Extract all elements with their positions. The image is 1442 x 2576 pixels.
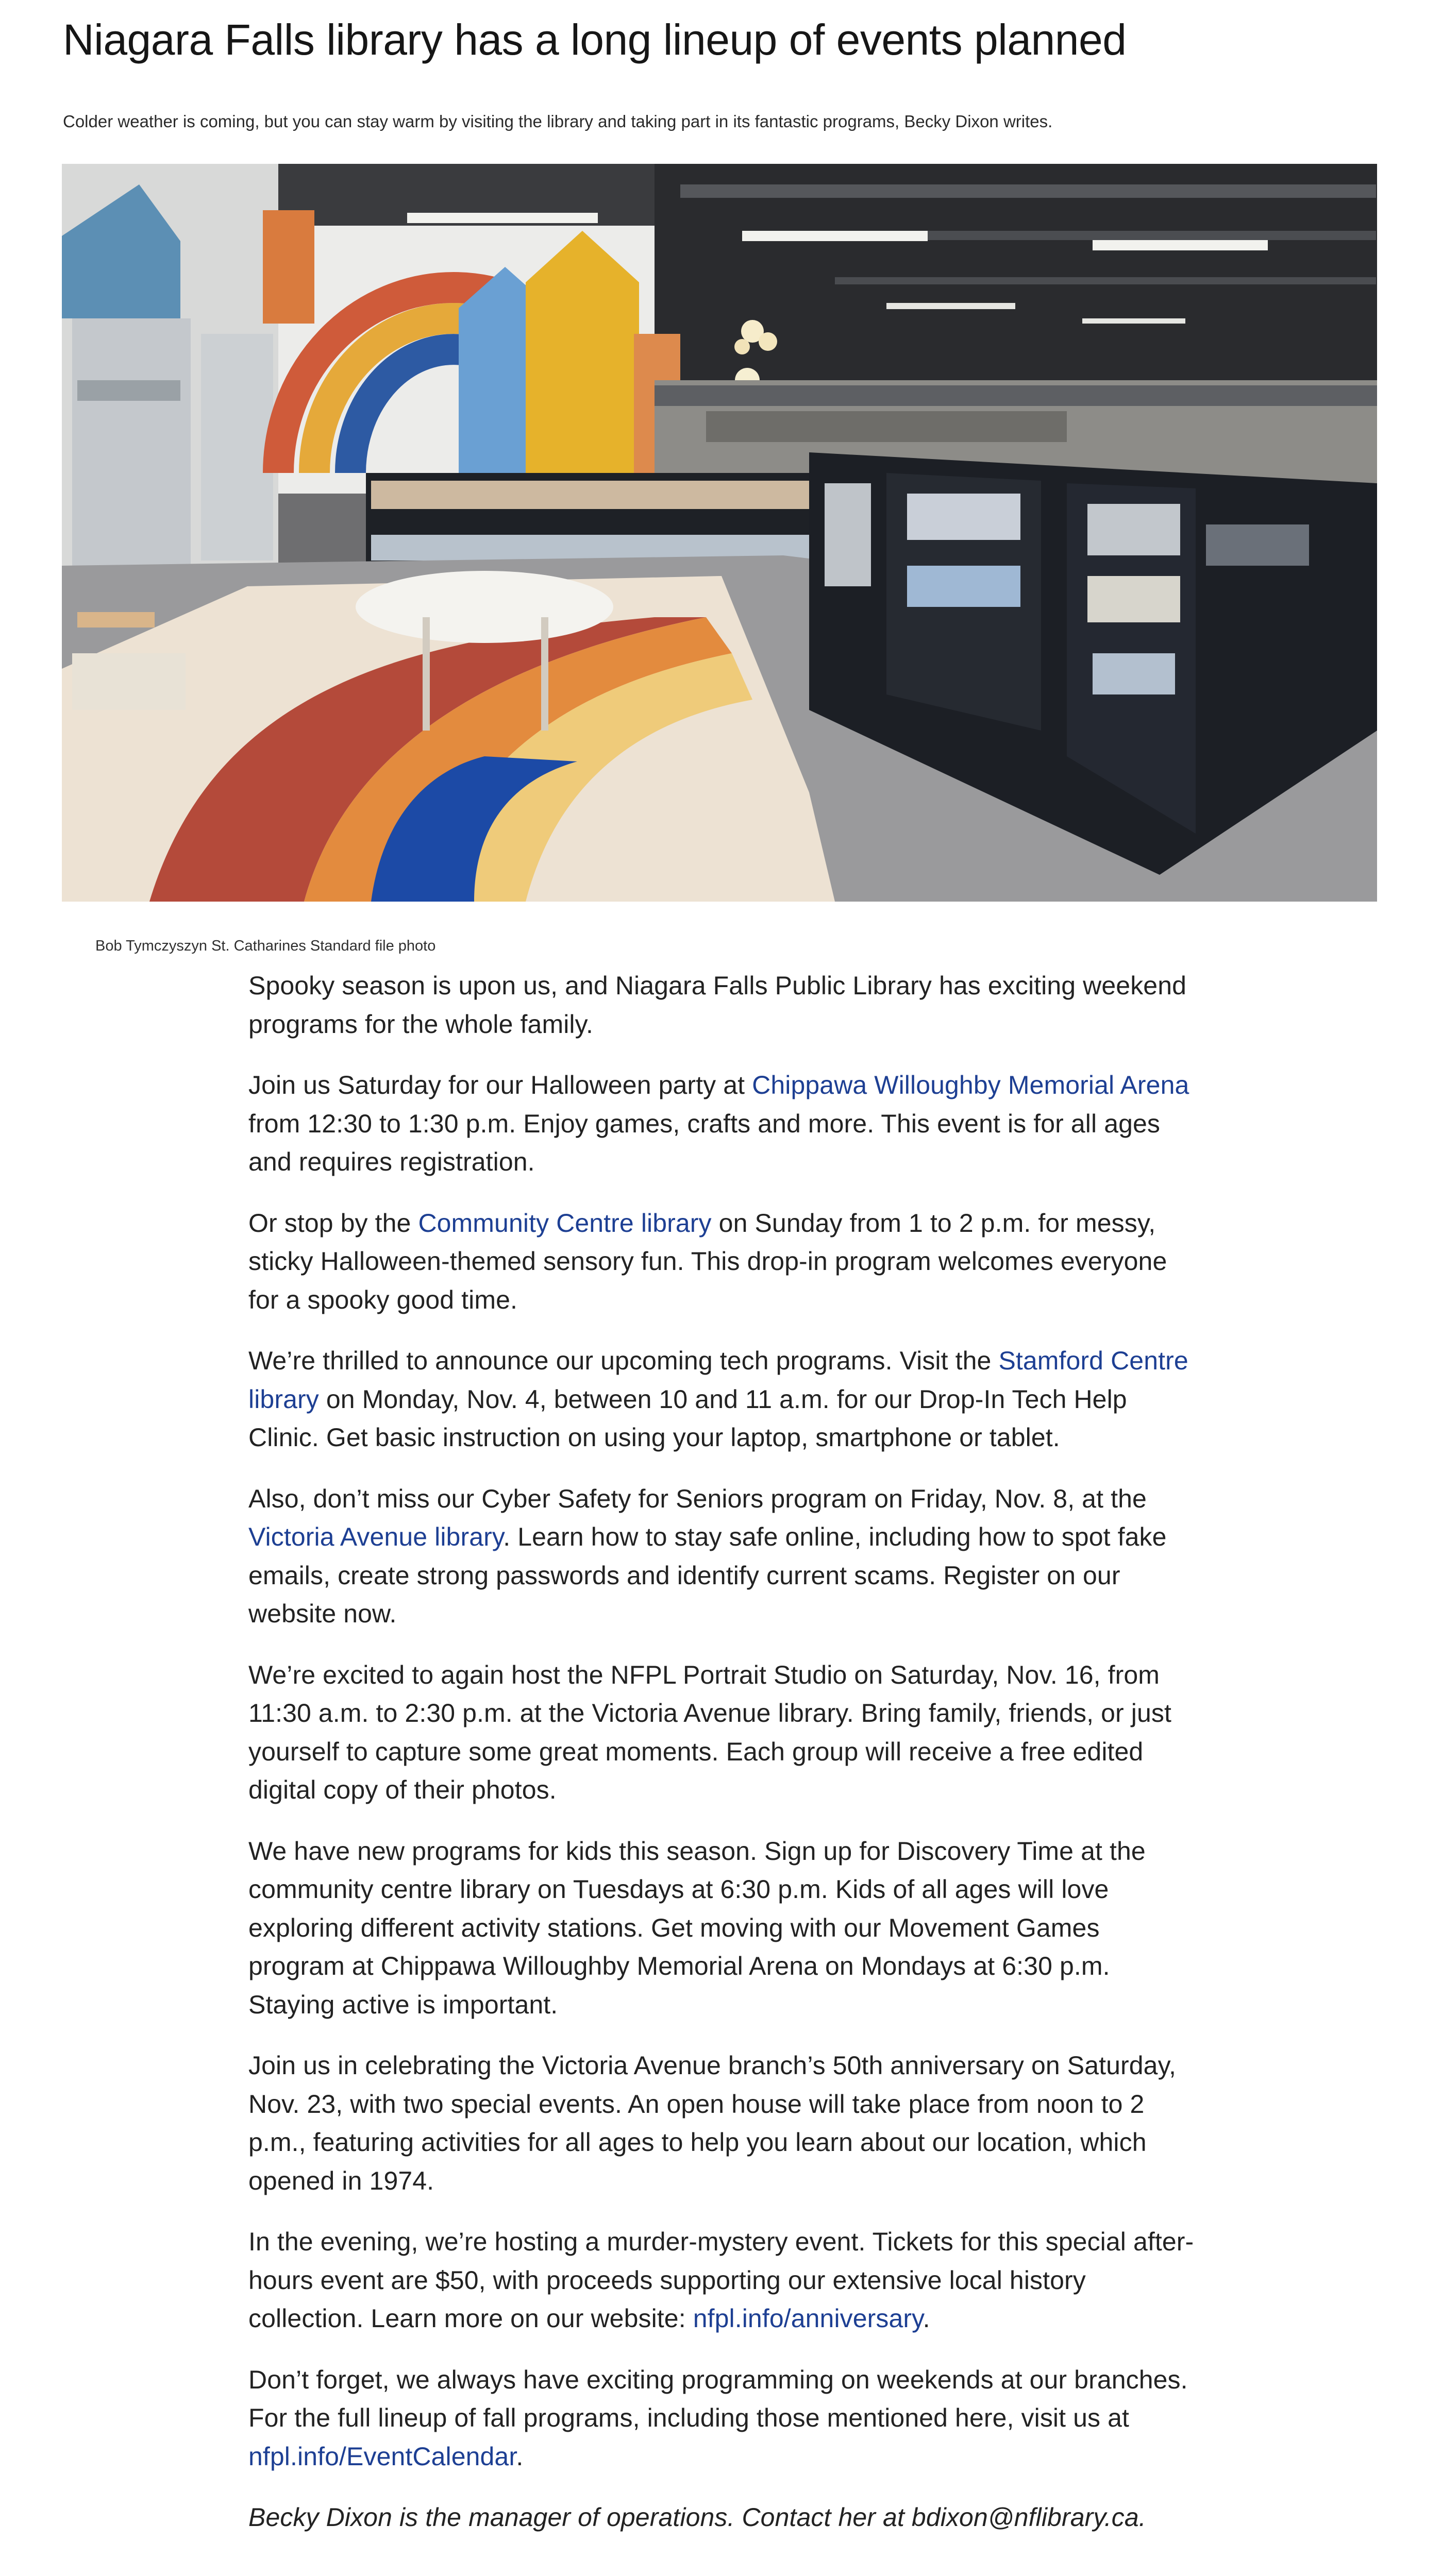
article-dek: Colder weather is coming, but you can stay warm by visiting the library and taking part in its fantastic programs, Becky Dixon writes. xyxy=(63,112,1053,131)
library-interior-photo xyxy=(62,164,1377,902)
article-body xyxy=(248,967,1202,2560)
anniversary-link[interactable]: nfpl.info/anniversary xyxy=(693,2304,923,2333)
paragraph: Spooky season is upon us, and Niagara Falls Public Library has exciting weekend programs for the whole family. xyxy=(248,971,1187,1039)
paragraph xyxy=(248,2361,1202,2476)
stamford-centre-library-link[interactable]: Stamford Centre library xyxy=(248,1346,1188,1414)
paragraph-text: Also, don’t miss our Cyber Safety for Seniors program on Friday, Nov. 8, at the xyxy=(248,1484,1147,1513)
paragraph xyxy=(248,2223,1202,2338)
paragraph xyxy=(248,1342,1202,1457)
paragraph: We have new programs for kids this season. Sign up for Discovery Time at the community centre library on Tuesdays at 6:30 p.m. Kids of all ages will love exploring different activity stations. Get moving with our Movement Games program at Chippawa Willoughby Memorial Arena on Mondays at 6:30 p.m. Staying active is important. xyxy=(248,1836,1146,2019)
victoria-avenue-library-link[interactable]: Victoria Avenue library xyxy=(248,1522,504,1551)
paragraph-text: on Sunday from 1 to 2 p.m. for messy, sticky Halloween-themed sensory fun. This drop-in program welcomes everyone for a spooky good time. xyxy=(248,1208,1167,1314)
paragraph-text: Or stop by the xyxy=(248,1208,418,1238)
paragraph-text: . xyxy=(516,2442,524,2471)
event-calendar-link[interactable]: nfpl.info/EventCalendar xyxy=(248,2442,516,2471)
paragraph-text: . Learn how to stay safe online, including how to spot fake emails, create strong passwords and identify current scams. Register on our website now. xyxy=(248,1522,1167,1628)
article-headline: Niagara Falls library has a long lineup of events planned xyxy=(63,15,1127,64)
paragraph: Join us in celebrating the Victoria Avenue branch’s 50th anniversary on Saturday, Nov. 23, with two special events. An open house will take place from noon to 2 p.m., featuring activities for all ages to help you learn about our location, which opened in 1974. xyxy=(248,2051,1176,2195)
paragraph-text: from 12:30 to 1:30 p.m. Enjoy games, crafts and more. This event is for all ages and requires registration. xyxy=(248,1109,1161,1176)
paragraph-text: Don’t forget, we always have exciting programming on weekends at our branches. For the full lineup of fall programs, including those mentioned here, visit us at xyxy=(248,2365,1188,2432)
community-centre-library-link[interactable]: Community Centre library xyxy=(418,1208,712,1238)
paragraph: We’re excited to again host the NFPL Portrait Studio on Saturday, Nov. 16, from 11:30 a.m. to 2:30 p.m. at the Victoria Avenue library. Bring family, friends, or just yourself to capture some great moments. Each group will receive a free edited digital copy of their photos. xyxy=(248,1660,1171,1804)
paragraph xyxy=(248,1204,1202,1319)
chippawa-arena-link[interactable]: Chippawa Willoughby Memorial Arena xyxy=(752,1071,1189,1099)
author-tagline: Becky Dixon is the manager of operations. Contact her at bdixon@nflibrary.ca. xyxy=(248,2503,1146,2532)
paragraph xyxy=(248,1480,1202,1633)
paragraph-text: on Monday, Nov. 4, between 10 and 11 a.m. for our Drop-In Tech Help Clinic. Get basic instruction on using your laptop, smartphone or tablet. xyxy=(248,1384,1127,1452)
paragraph-text: We’re thrilled to announce our upcoming tech programs. Visit the xyxy=(248,1346,999,1375)
paragraph xyxy=(248,1066,1202,1181)
photo-credit: Bob Tymczyszyn St. Catharines Standard file photo xyxy=(95,938,436,954)
paragraph-text: In the evening, we’re hosting a murder-mystery event. Tickets for this special after-hours event are $50, with proceeds supporting our extensive local history collection. Learn more on our website: xyxy=(248,2227,1194,2333)
paragraph-text: . xyxy=(923,2304,930,2333)
paragraph-text: Join us Saturday for our Halloween party at xyxy=(248,1071,752,1099)
